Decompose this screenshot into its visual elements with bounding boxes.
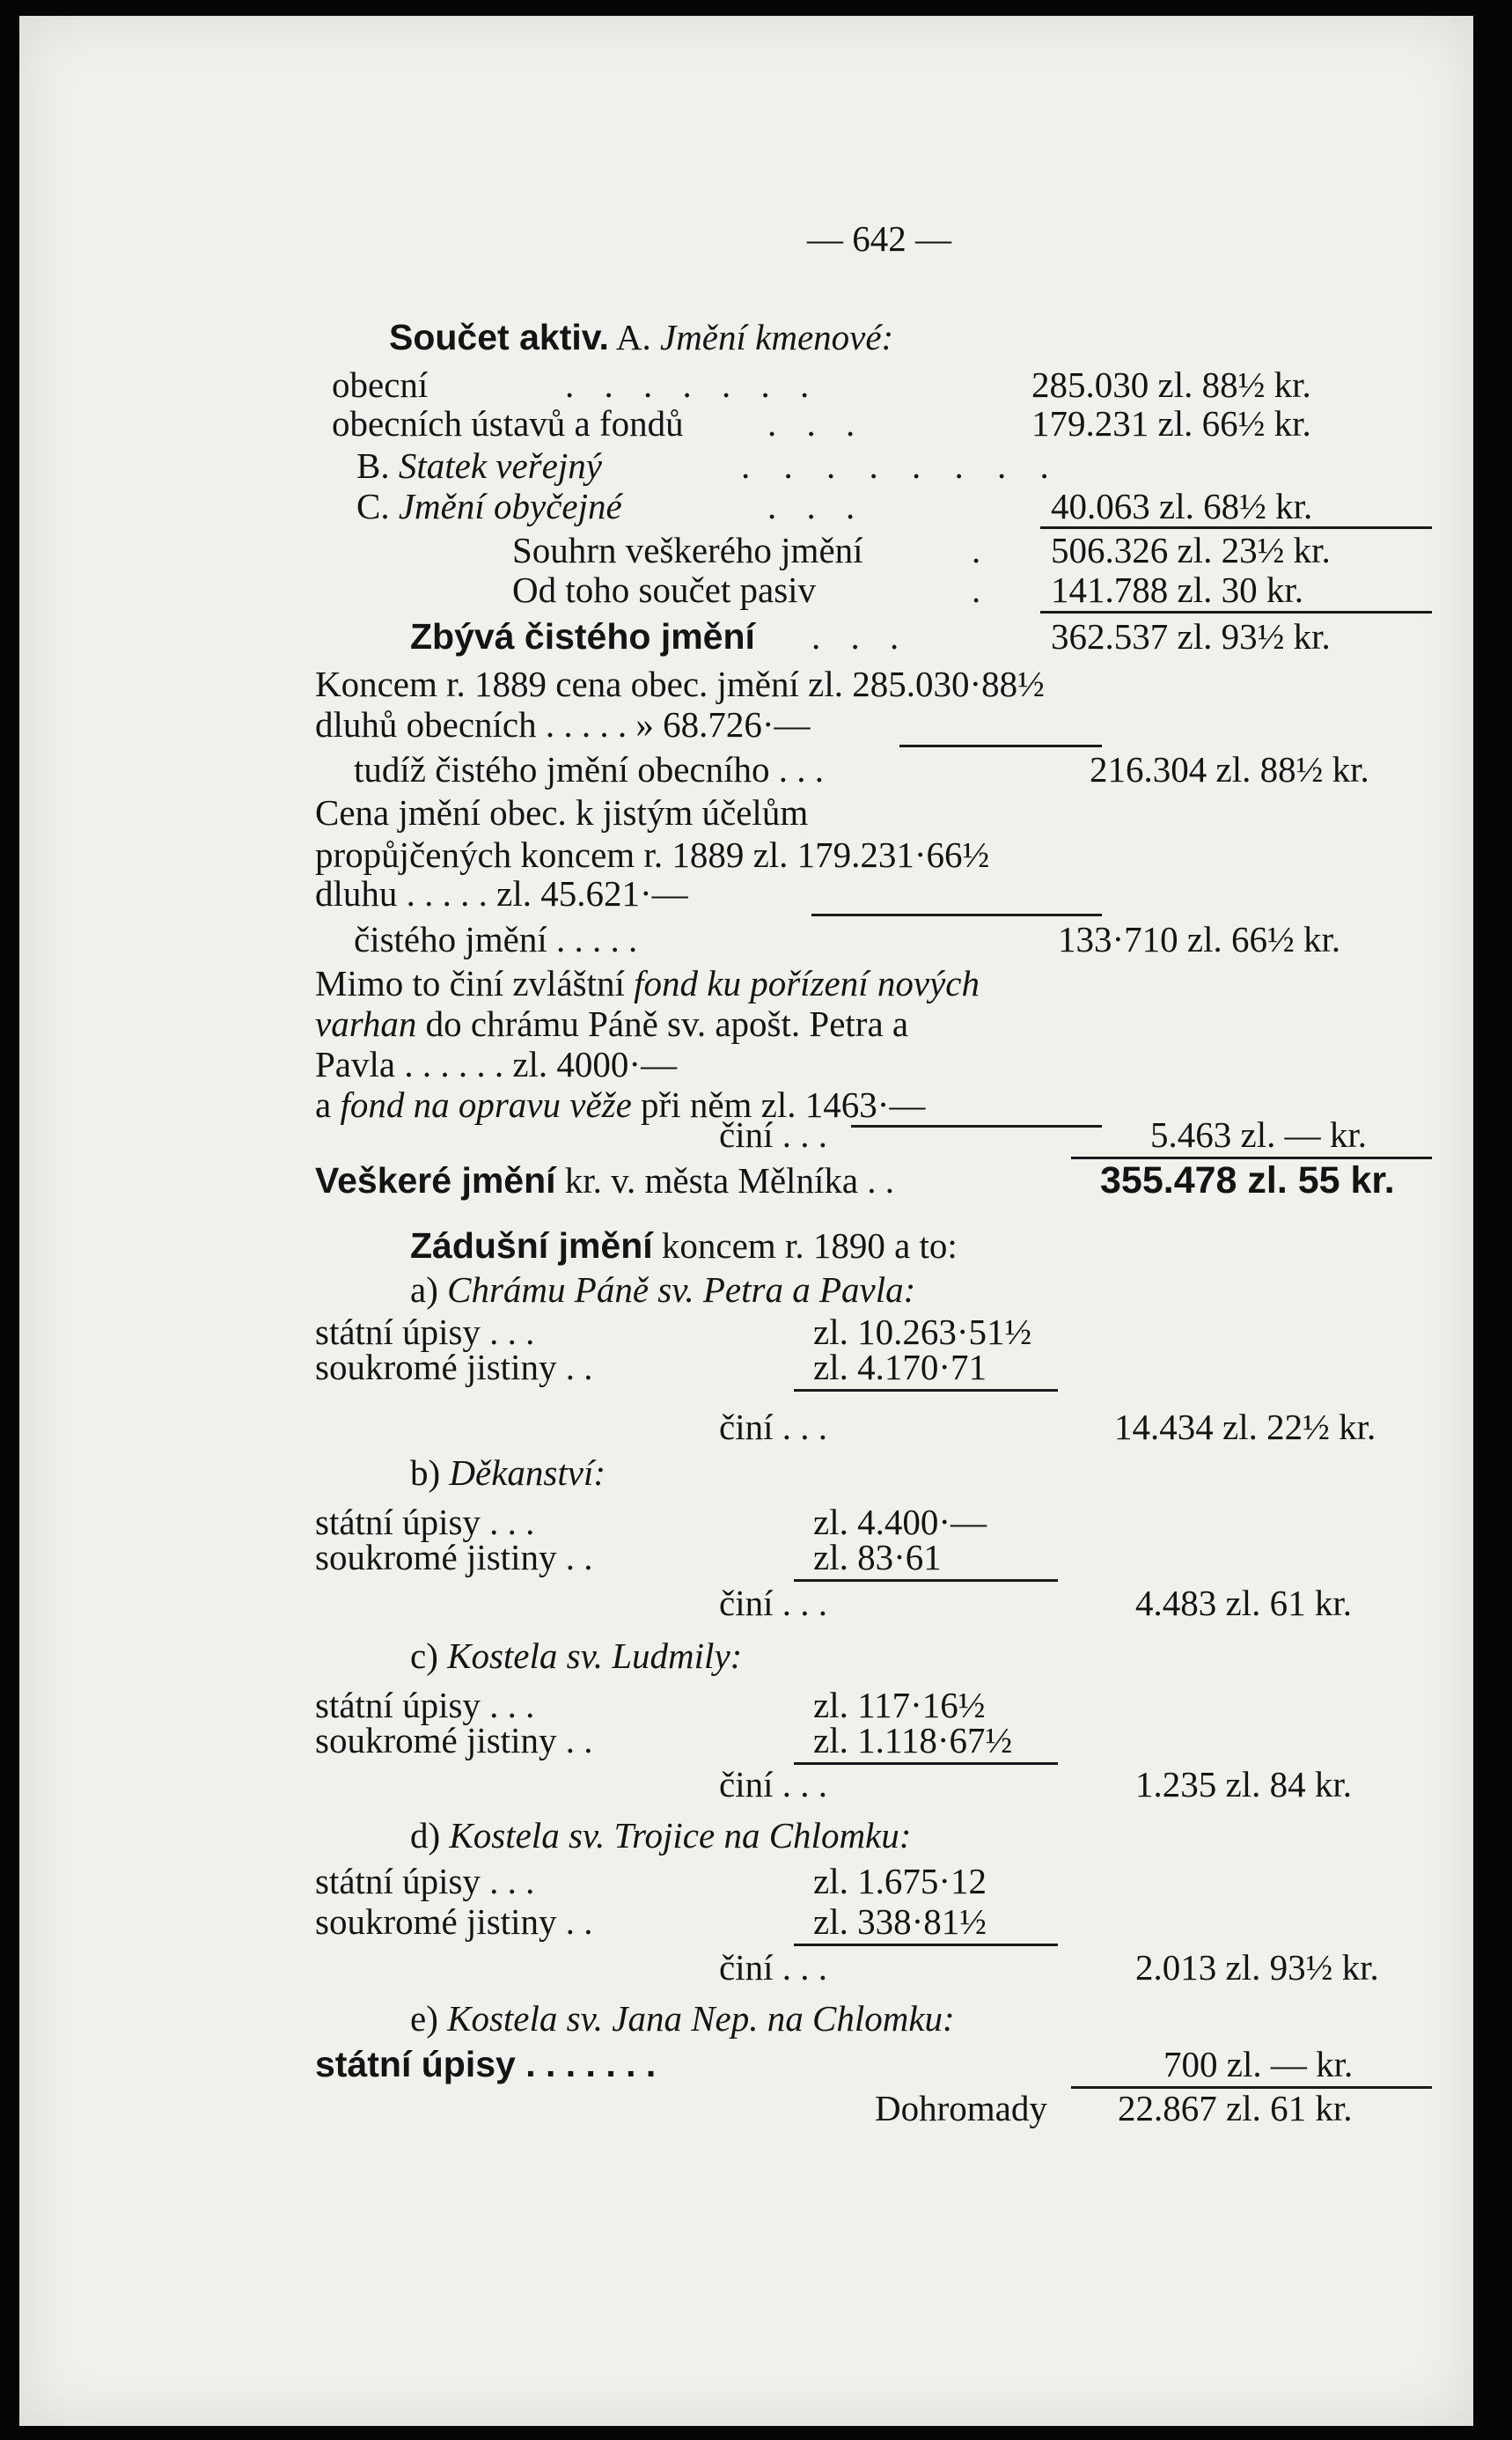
zadusni-section-e-title: e) Kostela sv. Jana Nep. na Chlomku: xyxy=(410,1998,955,2039)
section-c-cini: činí . . . xyxy=(719,1764,827,1804)
obecni-line3-label: tudíž čistého jmění obecního . . . xyxy=(354,749,825,790)
pasiv-dots: . xyxy=(972,570,981,610)
zbyva-amount: 362.537 zl. 93½ kr. xyxy=(1051,616,1331,657)
rule xyxy=(794,1579,1058,1582)
aktiva-heading-bold: Součet aktiv. xyxy=(389,317,609,357)
aktiva-row-ustavy-dots: . . . xyxy=(767,403,866,444)
section-a-cini: činí . . . xyxy=(719,1407,827,1447)
mimo-line3: Pavla . . . . . . zl. 4000·— xyxy=(315,1044,678,1084)
section-e-total: 700 zl. — kr. xyxy=(1163,2044,1354,2084)
section-a-row1-label: státní úpisy . . . xyxy=(315,1312,535,1352)
section-a-row2-value: zl. 4.170·71 xyxy=(813,1347,987,1387)
rule xyxy=(811,914,1102,916)
section-b-cini: činí . . . xyxy=(719,1583,827,1623)
aktiva-row-obecni-amount: 285.030 zl. 88½ kr. xyxy=(1031,364,1311,405)
aktiva-heading-a: A. xyxy=(615,317,651,357)
obecni-line1: Koncem r. 1889 cena obec. jmění zl. 285.030·88½ xyxy=(315,664,1045,704)
obecni-line2: dluhů obecních . . . . . » 68.726·— xyxy=(315,704,811,745)
zadusni-section-a-title: a) Chrámu Páně sv. Petra a Pavla: xyxy=(410,1269,916,1310)
section-b-row2-value: zl. 83·61 xyxy=(813,1537,942,1577)
mimo-line4: a fond na opravu věže při něm zl. 1463·— xyxy=(315,1084,926,1125)
rule xyxy=(851,1125,1102,1128)
ustavy-line3: dluhu . . . . . zl. 45.621·— xyxy=(315,873,688,914)
section-c-row1-value: zl. 117·16½ xyxy=(813,1685,986,1725)
zadusni-section-b-title: b) Děkanství: xyxy=(410,1452,606,1493)
section-b-row1-label: státní úpisy . . . xyxy=(315,1502,535,1542)
section-d-row1-label: státní úpisy . . . xyxy=(315,1861,535,1901)
aktiva-row-statek-dots: . . . . . . . . xyxy=(741,445,1061,486)
ustavy-line2: propůjčených koncem r. 1889 zl. 179.231·66½ xyxy=(315,834,990,875)
souhrn-amount: 506.326 zl. 23½ kr. xyxy=(1051,530,1331,570)
section-c-row1-label: státní úpisy . . . xyxy=(315,1685,535,1725)
section-d-total: 2.013 zl. 93½ kr. xyxy=(1135,1947,1379,1988)
section-c-total: 1.235 zl. 84 kr. xyxy=(1135,1764,1352,1804)
mimo-cini-amount: 5.463 zl. — kr. xyxy=(1150,1114,1367,1155)
section-d-cini: činí . . . xyxy=(719,1947,827,1988)
mimo-line2: varhan do chrámu Páně sv. apošt. Petra a xyxy=(315,1003,909,1044)
zadusni-section-c-title: c) Kostela sv. Ludmily: xyxy=(410,1635,743,1676)
section-b-row1-value: zl. 4.400·— xyxy=(813,1502,987,1542)
aktiva-row-statek: B. Statek veřejný xyxy=(356,445,602,486)
rule xyxy=(794,1762,1058,1765)
section-d-row1-value: zl. 1.675·12 xyxy=(813,1861,987,1901)
section-a-total: 14.434 zl. 22½ kr. xyxy=(1114,1407,1376,1447)
aktiva-row-obecni-dots: . . . . . . . xyxy=(565,364,820,405)
ustavy-line4-label: čistého jmění . . . . . xyxy=(354,919,638,959)
section-a-row2-label: soukromé jistiny . . xyxy=(315,1347,593,1387)
zadusni-heading: Zádušní jmění koncem r. 1890 a to: xyxy=(410,1225,958,1266)
rule xyxy=(1040,611,1432,614)
aktiva-row-obycejne-amount: 40.063 zl. 68½ kr. xyxy=(1051,486,1313,526)
ustavy-line4-amount: 133·710 zl. 66½ kr. xyxy=(1058,919,1341,959)
aktiva-row-ustavy: obecních ústavů a fondů xyxy=(332,403,684,444)
section-c-row2-value: zl. 1.118·67½ xyxy=(813,1720,1013,1760)
aktiva-row-obycejne-dots: . . . xyxy=(767,486,866,526)
aktiva-row-ustavy-amount: 179.231 zl. 66½ kr. xyxy=(1031,403,1311,444)
aktiva-row-obecni: obecní xyxy=(332,364,429,405)
pasiv-label: Od toho součet pasiv xyxy=(512,570,817,610)
section-b-row2-label: soukromé jistiny . . xyxy=(315,1537,593,1577)
souhrn-label: Souhrn veškerého jmění xyxy=(512,530,863,570)
section-d-row2-label: soukromé jistiny . . xyxy=(315,1901,593,1942)
obecni-line3-amount: 216.304 zl. 88½ kr. xyxy=(1090,749,1369,790)
zadusni-section-d-title: d) Kostela sv. Trojice na Chlomku: xyxy=(410,1815,912,1856)
section-b-total: 4.483 zl. 61 kr. xyxy=(1135,1583,1352,1623)
rule xyxy=(794,1389,1058,1392)
souhrn-dots: . xyxy=(972,530,981,570)
page-number: — 642 — xyxy=(807,218,951,259)
section-d-row2-value: zl. 338·81½ xyxy=(813,1901,987,1942)
mimo-cini-label: činí . . . xyxy=(719,1114,827,1155)
mimo-line1: Mimo to činí zvláštní fond ku pořízení nových xyxy=(315,963,980,1003)
zbyva-dots: . . . xyxy=(811,616,910,657)
rule xyxy=(794,1944,1058,1946)
section-e-row1-label: státní úpisy . . . . . . . xyxy=(315,2044,657,2084)
rule xyxy=(899,745,1102,747)
dohromady-amount: 22.867 zl. 61 kr. xyxy=(1118,2088,1353,2128)
section-a-row1-value: zl. 10.263·51½ xyxy=(813,1312,1032,1352)
aktiva-row-obycejne: C. Jmění obyčejné xyxy=(356,486,622,526)
veskere-amount: 355.478 zl. 55 kr. xyxy=(1100,1159,1395,1202)
ustavy-line1: Cena jmění obec. k jistým účelům xyxy=(315,792,809,833)
zbyva-label: Zbývá čistého jmění xyxy=(410,616,755,657)
dohromady-label: Dohromady xyxy=(875,2088,1047,2128)
pasiv-amount: 141.788 zl. 30 kr. xyxy=(1051,570,1303,610)
section-c-row2-label: soukromé jistiny . . xyxy=(315,1720,593,1760)
aktiva-heading xyxy=(389,315,893,359)
document-page xyxy=(19,16,1473,2426)
veskere-label: Veškeré jmění kr. v. města Mělníka . . xyxy=(315,1160,895,1201)
aktiva-heading-italic: Jmění kmenové: xyxy=(660,317,894,357)
